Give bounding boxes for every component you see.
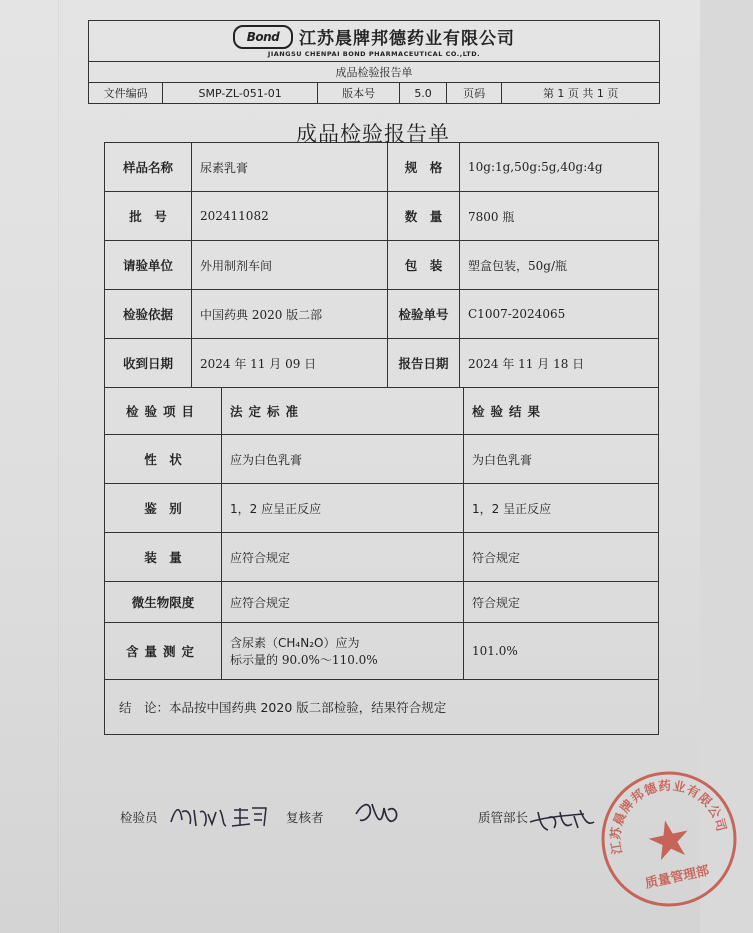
info-row [105,143,658,191]
test-result: 符合规定 [463,533,658,581]
test-item: 性 状 [144,452,182,467]
test-item: 含量测定 [125,644,200,659]
test-item: 微生物限度 [131,595,195,610]
inspector-signature [168,800,268,832]
test-standard: 应为白色乳膏 [221,435,463,483]
test-item: 鉴 别 [144,501,182,516]
form-title-row [89,61,659,82]
test-row [105,434,658,483]
quality-department-stamp [585,755,753,923]
basis-label: 检验依据 [122,307,173,322]
test-result: 1，2 呈正反应 [463,484,658,532]
version-value: 5.0 [399,83,446,103]
report-date-value: 2024 年 11 月 18 日 [459,339,658,387]
doc-no-label: 文件编码 [103,87,148,100]
reviewer-signature [352,794,402,834]
test-standard: 应符合规定 [221,533,463,581]
test-standard: 1，2 应呈正反应 [221,484,463,532]
test-row [105,622,658,679]
version-label: 版本号 [317,83,399,103]
test-standard [221,623,463,679]
star-icon [645,816,692,861]
content-standard-line2: 标示量的 90.0%～110.0% [230,653,378,667]
page-label: 页码 [446,83,502,103]
basis-value: 中国药典 2020 版二部 [191,290,387,338]
info-row [105,240,658,289]
report-page [88,20,730,920]
conclusion-text: 结 论：本品按中国药典 2020 版二部检验，结果符合规定 [119,700,447,715]
inspector-label: 检验员 [120,810,158,825]
sample-name-value: 尿素乳膏 [191,143,387,191]
reviewer-label: 复核者 [286,810,324,825]
col-standard-header: 法定标准 [221,388,463,434]
company-name-en: JIANGSU CHENPAI BOND PHARMACEUTICAL CO.,LTD. [267,50,481,58]
inspection-no-value: C1007-2024065 [459,290,658,338]
report-date-label: 报告日期 [387,339,459,387]
form-title: 成品检验报告单 [335,66,413,79]
report-title: 成品检验报告单 [296,122,450,146]
tests-header-row [105,387,658,434]
sample-name-label: 样品名称 [122,160,173,175]
received-date-label: 收到日期 [122,356,173,371]
test-result: 101.0% [463,623,658,679]
page-value: 第 1 页 共 1 页 [501,83,659,103]
test-row [105,581,658,622]
test-result: 为白色乳膏 [463,435,658,483]
test-standard: 应符合规定 [221,582,463,622]
qty-value: 7800 瓶 [459,192,658,240]
test-result: 符合规定 [463,582,658,622]
doc-no-value: SMP-ZL-051-01 [162,83,317,103]
signature-area [120,808,660,848]
info-row [105,289,658,338]
doc-meta-row [89,82,659,103]
unit-value: 外用制剂车间 [191,241,387,289]
inspection-no-label: 检验单号 [387,290,459,338]
received-date-value: 2024 年 11 月 09 日 [191,339,387,387]
company-name-cn: 江苏晨牌邦德药业有限公司 [299,29,515,49]
conclusion-row [105,679,658,734]
inspection-table [104,142,659,735]
stamp-bottom-text: 质量管理部 [643,863,711,892]
test-item: 装 量 [144,550,182,565]
binder-fold [58,0,61,933]
stamp-arc-text: 江苏晨牌邦德药业有限公司 [607,777,730,856]
qty-label: 数 量 [387,192,459,240]
content-standard-line1: 含尿素（CH₄N₂O）应为 [230,636,360,650]
qa-manager-label: 质管部长 [478,810,529,825]
pack-value: 塑盒包装，50g/瓶 [459,241,658,289]
qa-manager-signature [528,802,598,836]
col-item-header: 检验项目 [125,404,200,419]
pack-label: 包 装 [387,241,459,289]
info-row [105,191,658,240]
company-banner [89,21,659,61]
batch-value: 202411082 [191,192,387,240]
batch-label: 批 号 [129,209,167,224]
test-row [105,483,658,532]
unit-label: 请验单位 [122,258,173,273]
test-row [105,532,658,581]
document-header [88,20,660,104]
company-logo: Bond [233,25,293,49]
col-result-header: 检验结果 [463,388,658,434]
spec-label: 规 格 [387,143,459,191]
spec-value: 10g:1g,50g:5g,40g:4g [459,143,658,191]
info-row [105,338,658,387]
